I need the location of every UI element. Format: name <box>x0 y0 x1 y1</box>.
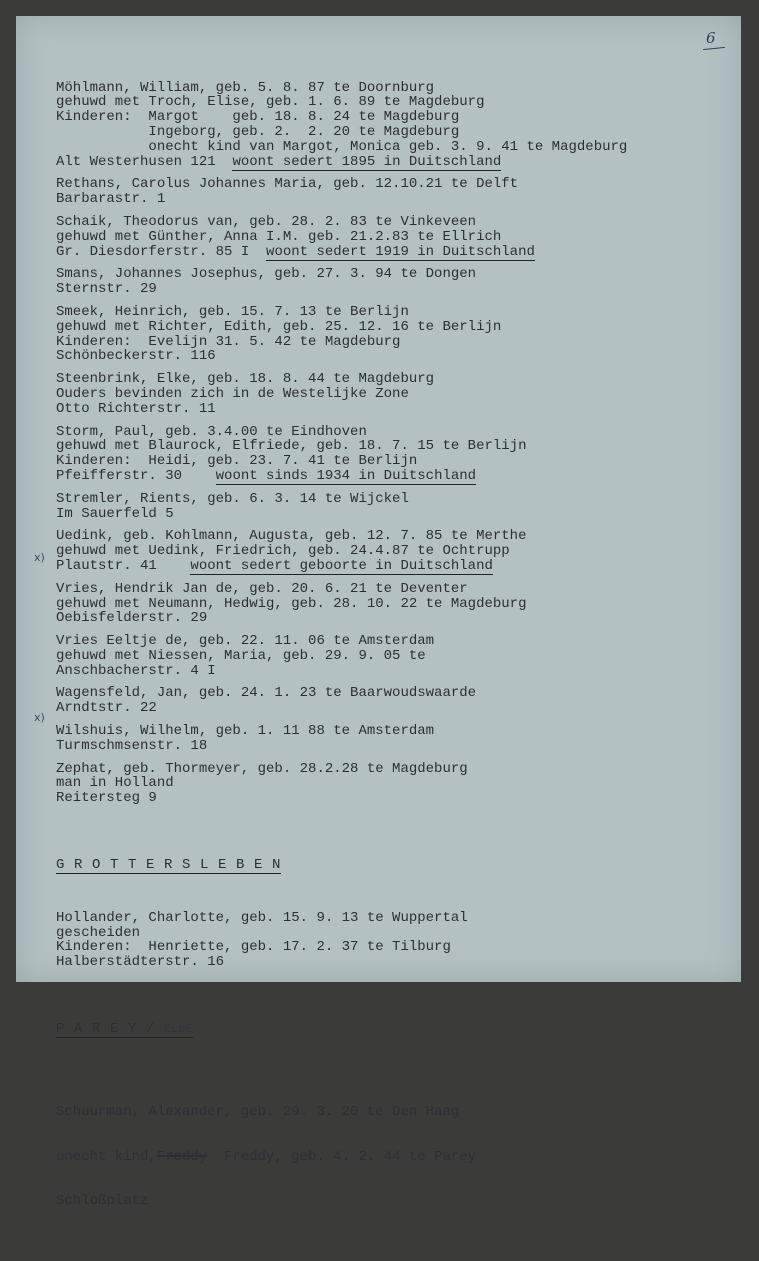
underlined-note: woont sedert 1895 in Duitschland <box>232 153 502 170</box>
entry-line <box>56 215 736 230</box>
entry-line <box>56 926 736 941</box>
entry-line-text: Halberstädterstr. 16 <box>56 954 225 971</box>
section-grottersleben <box>56 858 736 873</box>
entry-line-text: Reitersteg 9 <box>56 790 157 807</box>
entry-line-text: Zephat, geb. Thormeyer, geb. 28.2.28 te Magdeburg <box>56 760 468 777</box>
entry-line <box>56 492 736 507</box>
entry-line-text: Kinderen: Heidi, geb. 23. 7. 41 te Berlijn <box>56 453 418 470</box>
entry-line-text: gehuwd met Niessen, Maria, geb. 29. 9. 05 te <box>56 647 426 664</box>
entry-line <box>56 349 736 364</box>
entry-line <box>56 544 736 559</box>
entry-line <box>56 664 736 679</box>
entry <box>56 177 736 207</box>
entry-line-text: Möhlmann, William, geb. 5. 8. 87 te Doornburg <box>56 79 435 96</box>
entry-line: Schloßplatz <box>56 1193 149 1210</box>
entry-line-text: Im Sauerfeld 5 <box>56 505 174 522</box>
entry <box>56 215 736 259</box>
entry <box>56 305 736 364</box>
section-title-suffix: ELBE <box>164 1024 193 1037</box>
entry-line <box>56 245 736 260</box>
entry-line <box>56 305 736 320</box>
entry-line <box>56 469 736 484</box>
entry-line <box>56 110 736 125</box>
entry-line <box>56 776 736 791</box>
entry-line-text: gehuwd met Neumann, Hedwig, geb. 28. 10. 22 te Magdeburg <box>56 595 527 612</box>
entry <box>56 372 736 416</box>
section-title <box>56 857 281 874</box>
entry-line-text: Kinderen: Margot geb. 18. 8. 24 te Magdeburg <box>56 109 460 126</box>
entry-line-text: Oebisfelderstr. 29 <box>56 610 208 627</box>
section-grottersleben-entries <box>56 911 736 970</box>
entry-line-text: Sternstr. 29 <box>56 281 157 298</box>
entry-line <box>56 955 736 970</box>
entry-line-text: Freddy, geb. 4. 2. 44 te Parey <box>207 1148 477 1165</box>
entry-line-text: Kinderen: Henriette, geb. 17. 2. 37 te Tilburg <box>56 939 451 956</box>
entry-line-text: Schaik, Theodorus van, geb. 28. 2. 83 te Vinkeveen <box>56 213 477 230</box>
entry-line <box>56 724 736 739</box>
entry-line <box>56 335 736 350</box>
entry-line <box>56 791 736 806</box>
entry-line-text: Plautstr. 41 <box>56 557 191 574</box>
underlined-note: woont sedert 1919 in Duitschland <box>266 243 535 260</box>
entry-line <box>56 582 736 597</box>
entry-line-text: onecht kind van Margot, Monica geb. 3. 9. 41 te Magdeburg <box>56 138 628 155</box>
entry <box>56 425 736 484</box>
entry-line: Schuurman, Alexander, geb. 29. 3. 20 te Den Haag <box>56 1104 460 1121</box>
entry-line <box>56 282 736 297</box>
entry-line-text: Vries Eeltje de, geb. 22. 11. 06 te Amsterdam <box>56 633 435 650</box>
section-title: P A R E Y / ELBE <box>56 1021 193 1038</box>
section-parey <box>56 1022 736 1038</box>
entry-line-text: gescheiden <box>56 924 141 941</box>
document-body <box>56 51 736 1261</box>
entry-line <box>56 125 736 140</box>
entry-line <box>56 425 736 440</box>
entry-line-text: Wilshuis, Wilhelm, geb. 1. 11 88 te Amsterdam <box>56 723 435 740</box>
entry-line <box>56 95 736 110</box>
underlined-note: woont sinds 1934 in Duitschland <box>215 467 477 484</box>
entry-line <box>56 267 736 282</box>
entry-line <box>56 320 736 335</box>
margin-mark-vries: x) <box>34 551 45 564</box>
entry-line <box>56 387 736 402</box>
entry-line-text: Anschbacherstr. 4 I <box>56 662 216 679</box>
entry-line <box>56 81 736 96</box>
entry-line <box>56 597 736 612</box>
entry-line-text: Turmschmsenstr. 18 <box>56 737 208 754</box>
entry-line-text: man in Holland <box>56 775 174 792</box>
entry-line <box>56 1150 736 1165</box>
entry-line-text: Wagensfeld, Jan, geb. 24. 1. 23 te Baarwoudswaarde <box>56 685 477 702</box>
entry-line <box>56 454 736 469</box>
entry-line <box>56 230 736 245</box>
entry-line-text: Vries, Hendrik Jan de, geb. 20. 6. 21 te Deventer <box>56 580 468 597</box>
entry-line-text: Rethans, Carolus Johannes Maria, geb. 12.10.21 te Delft <box>56 176 519 193</box>
entry-line-text: Pfeifferstr. 30 <box>56 467 216 484</box>
entry-line-text: Ingeborg, geb. 2. 2. 20 te Magdeburg <box>56 123 460 140</box>
entry <box>56 267 736 297</box>
section-title-text: G R O T T E R S L E B E N <box>56 857 282 874</box>
entry-line-text: Otto Richterstr. 11 <box>56 400 216 417</box>
entry-line <box>56 649 736 664</box>
entry <box>56 492 736 522</box>
page-number: 6 <box>706 29 716 47</box>
entry <box>56 634 736 678</box>
entry-line-text: gehuwd met Richter, Edith, geb. 25. 12. 16 te Berlijn <box>56 318 502 335</box>
entry-line <box>56 940 736 955</box>
entry-line <box>56 911 736 926</box>
entry-line-text: gehuwd met Uedink, Friedrich, geb. 24.4.87 te Ochtrupp <box>56 543 510 560</box>
entry-line-text: Stremler, Rients, geb. 6. 3. 14 te Wijckel <box>56 490 409 507</box>
entry-line <box>56 439 736 454</box>
entry-line <box>56 529 736 544</box>
entry <box>56 911 736 970</box>
entry-line-text: onecht kind, <box>56 1148 157 1165</box>
entry-line-text: Gr. Diesdorferstr. 85 I <box>56 243 267 260</box>
entry <box>56 529 736 573</box>
margin-mark-zephat: x) <box>34 711 45 724</box>
entry-line <box>56 762 736 777</box>
entry-line <box>56 634 736 649</box>
entry-line <box>56 140 736 155</box>
entry-line-text: Storm, Paul, geb. 3.4.00 te Eindhoven <box>56 423 367 440</box>
entry-line <box>56 611 736 626</box>
entry <box>56 686 736 716</box>
entry <box>56 1076 736 1239</box>
entry-line-text: Arndtstr. 22 <box>56 700 157 717</box>
entry <box>56 81 736 170</box>
entry-line-text: gehuwd met Blaurock, Elfriede, geb. 18. 7. 15 te Berlijn <box>56 438 527 455</box>
entry-line <box>56 559 736 574</box>
entry-line-text: Ouders bevinden zich in de Westelijke Zone <box>56 385 409 402</box>
underlined-note: woont sedert geboorte in Duitschland <box>190 557 493 574</box>
entry-line <box>56 507 736 522</box>
entry-line-text: Smeek, Heinrich, geb. 15. 7. 13 te Berlijn <box>56 303 409 320</box>
entry-line <box>56 155 736 170</box>
entry-line-text: Steenbrink, Elke, geb. 18. 8. 44 te Magdeburg <box>56 371 435 388</box>
entry-line <box>56 686 736 701</box>
entry-line <box>56 402 736 417</box>
entry-line <box>56 372 736 387</box>
entry <box>56 762 736 806</box>
entry-line-text: Uedink, geb. Kohlmann, Augusta, geb. 12. 7. 85 te Merthe <box>56 528 527 545</box>
entry-line-text: Hollander, Charlotte, geb. 15. 9. 13 te Wuppertal <box>56 909 468 926</box>
struck-text: Freddy <box>156 1148 208 1165</box>
entry-line-text: gehuwd met Günther, Anna I.M. geb. 21.2.83 te Ellrich <box>56 228 502 245</box>
entry-list <box>56 81 736 806</box>
entry-line <box>56 739 736 754</box>
entry-line-text: Alt Westerhusen 121 <box>56 153 233 170</box>
entry-line-text: gehuwd met Troch, Elise, geb. 1. 6. 89 te Magdeburg <box>56 94 485 111</box>
entry-line-text: Smans, Johannes Josephus, geb. 27. 3. 94 te Dongen <box>56 266 477 283</box>
section-title-text: P A R E Y <box>56 1021 138 1038</box>
entry-line-text: Barbarastr. 1 <box>56 191 166 208</box>
entry <box>56 724 736 754</box>
entry-line-text: Kinderen: Evelijn 31. 5. 42 te Magdeburg <box>56 333 401 350</box>
entry-line <box>56 192 736 207</box>
entry-line <box>56 177 736 192</box>
entry-line <box>56 701 736 716</box>
entry <box>56 582 736 626</box>
entry-line-text: Schönbeckerstr. 116 <box>56 348 216 365</box>
